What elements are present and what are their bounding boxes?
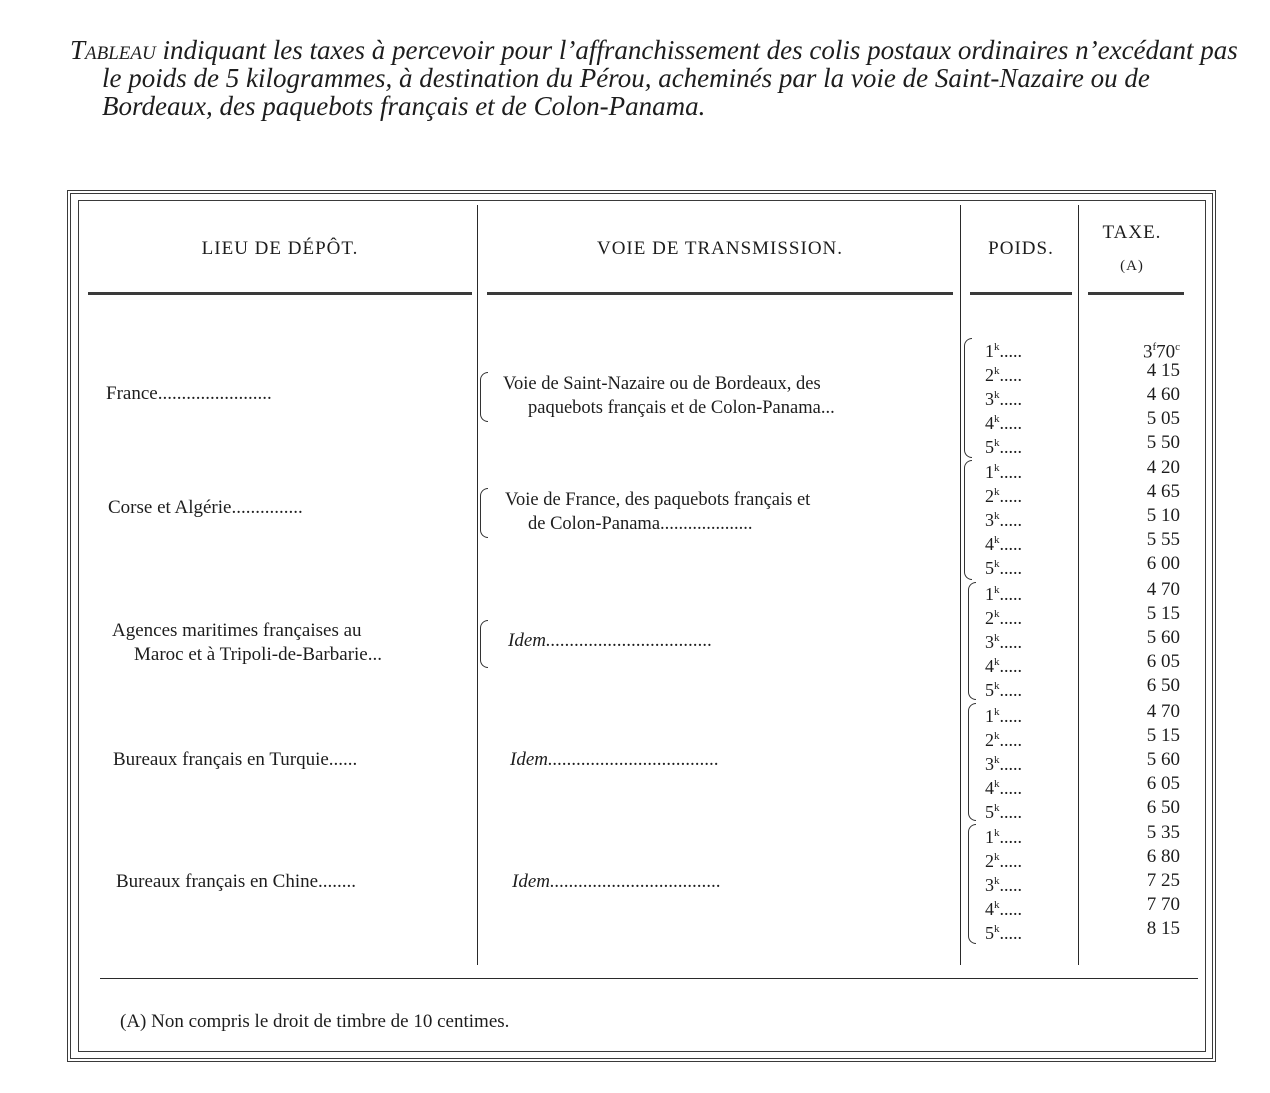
row-weight: 4$^k$..... bbox=[985, 413, 1022, 433]
row-weight: 3$^k$..... bbox=[985, 510, 1022, 530]
row-tax: 5 60 bbox=[1146, 749, 1180, 770]
row-weight: 5$^k$..... bbox=[985, 558, 1022, 578]
row-tax: 5 15 bbox=[1146, 725, 1180, 746]
header-rule bbox=[487, 292, 953, 295]
row-tax: 7 70 bbox=[1146, 894, 1180, 915]
row-weight: 2$^k$..... bbox=[985, 608, 1022, 628]
column-divider bbox=[477, 205, 478, 965]
row-tax: 4 70 bbox=[1146, 579, 1180, 600]
row-tax: 5 15 bbox=[1146, 603, 1180, 624]
row-weight: 2$^k$..... bbox=[985, 486, 1022, 506]
row-weight: 3$^k$..... bbox=[985, 632, 1022, 652]
row-weight: 1$^k$..... bbox=[985, 706, 1022, 726]
row-lieu: Bureaux français en Turquie...... bbox=[113, 749, 358, 770]
row-weight: 1$^k$..... bbox=[985, 827, 1022, 847]
row-weight: 3$^k$..... bbox=[985, 875, 1022, 895]
row-weight: 5$^k$..... bbox=[985, 437, 1022, 457]
brace bbox=[968, 703, 976, 821]
row-voie: Voie de Saint-Nazaire ou de Bordeaux, des bbox=[503, 374, 821, 394]
row-weight: 5$^k$..... bbox=[985, 802, 1022, 822]
row-tax: 4 70 bbox=[1146, 701, 1180, 722]
brace bbox=[964, 338, 972, 458]
row-tax: 6 80 bbox=[1146, 846, 1180, 867]
row-tax: 5 10 bbox=[1146, 505, 1180, 526]
title-lead: Tableau bbox=[70, 35, 156, 65]
row-tax: 6 00 bbox=[1146, 553, 1180, 574]
header-rule bbox=[1088, 292, 1184, 295]
brace bbox=[964, 460, 972, 580]
row-weight: 1$^k$..... bbox=[985, 462, 1022, 482]
row-tax: 6 50 bbox=[1146, 797, 1180, 818]
row-weight: 3$^k$..... bbox=[985, 754, 1022, 774]
row-weight: 4$^k$..... bbox=[985, 778, 1022, 798]
row-weight: 5$^k$..... bbox=[985, 680, 1022, 700]
row-weight: 5$^k$..... bbox=[985, 923, 1022, 943]
row-tax: 6 05 bbox=[1146, 773, 1180, 794]
row-tax: 6 50 bbox=[1146, 675, 1180, 696]
column-divider bbox=[960, 205, 961, 965]
header-taxe: TAXE. bbox=[1102, 222, 1162, 243]
header-rule bbox=[970, 292, 1072, 295]
row-weight: 2$^k$..... bbox=[985, 851, 1022, 871]
row-lieu: Maroc et à Tripoli-de-Barbarie... bbox=[134, 644, 382, 665]
row-weight: 4$^k$..... bbox=[985, 534, 1022, 554]
row-lieu: Corse et Algérie............... bbox=[108, 497, 303, 518]
header-lieu: LIEU DE DÉPÔT. bbox=[201, 238, 359, 259]
header-voie: VOIE DE TRANSMISSION. bbox=[596, 238, 844, 259]
row-weight: 1$^k$..... bbox=[985, 584, 1022, 604]
row-tax: 4 60 bbox=[1146, 384, 1180, 405]
row-tax: 7 25 bbox=[1146, 870, 1180, 891]
header-poids: POIDS. bbox=[988, 238, 1054, 259]
row-lieu: Agences maritimes françaises au bbox=[112, 620, 362, 641]
row-voie: de Colon-Panama.................... bbox=[528, 514, 753, 534]
row-voie: paquebots français et de Colon-Panama... bbox=[528, 398, 835, 418]
row-weight: 3$^k$..... bbox=[985, 389, 1022, 409]
row-weight: 2$^k$..... bbox=[985, 730, 1022, 750]
row-lieu: France........................ bbox=[106, 383, 272, 404]
footnote: (A) Non compris le droit de timbre de 10 centimes. bbox=[120, 1011, 510, 1032]
row-tax: 6 05 bbox=[1146, 651, 1180, 672]
row-tax: 5 05 bbox=[1146, 408, 1180, 429]
brace bbox=[968, 582, 976, 700]
row-tax: 5 50 bbox=[1146, 432, 1180, 453]
row-lieu: Bureaux français en Chine........ bbox=[116, 871, 357, 892]
row-tax: 8 15 bbox=[1146, 918, 1180, 939]
row-tax: 5 60 bbox=[1146, 627, 1180, 648]
brace bbox=[480, 620, 488, 668]
row-voie: Idem.................................... bbox=[510, 749, 719, 770]
row-weight: 1$^k$..... bbox=[985, 341, 1022, 361]
row-tax: 4 20 bbox=[1146, 457, 1180, 478]
row-voie: Voie de France, des paquebots français et bbox=[505, 490, 811, 510]
row-weight: 4$^k$..... bbox=[985, 899, 1022, 919]
title-text: indiquant les taxes à percevoir pour l’affranchissement des colis postaux ordinaires n’excédant pas le poids de 5 kilogrammes, à destination du Pérou, acheminés par la voie de Saint-Nazaire ou de Bordeaux, des paquebots français et de Colon-Panama. bbox=[102, 35, 1238, 121]
brace bbox=[480, 488, 488, 538]
footer-rule bbox=[100, 978, 1198, 979]
row-tax: 4 15 bbox=[1146, 360, 1180, 381]
row-tax: 4 65 bbox=[1146, 481, 1180, 502]
brace bbox=[480, 372, 488, 422]
row-voie: Idem................................... bbox=[508, 630, 713, 651]
brace bbox=[968, 824, 976, 944]
row-voie: Idem.................................... bbox=[512, 871, 721, 892]
row-weight: 2$^k$..... bbox=[985, 365, 1022, 385]
table-title bbox=[70, 36, 1242, 120]
row-tax: 3$^f$70$^c$ bbox=[1142, 341, 1180, 363]
row-weight: 4$^k$..... bbox=[985, 656, 1022, 676]
row-tax: 5 35 bbox=[1146, 822, 1180, 843]
header-taxe-note: (A) bbox=[1120, 258, 1144, 274]
row-tax: 5 55 bbox=[1146, 529, 1180, 550]
header-rule bbox=[88, 292, 472, 295]
